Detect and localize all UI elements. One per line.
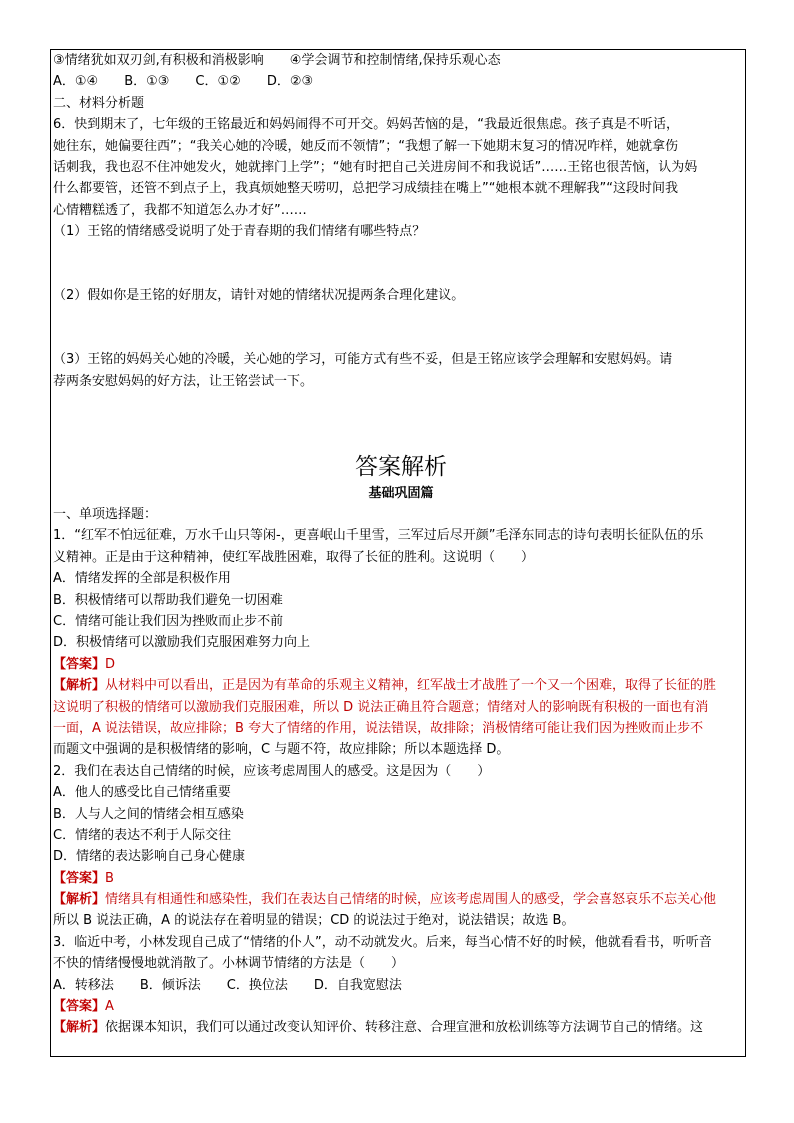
text-line: 心情糟糕透了，我都不知道怎么办才好”……: [53, 202, 307, 218]
question-stem: 义精神。正是由于这种精神，使红军战胜困难，取得了长征的胜利。这说明（ ）: [53, 549, 535, 565]
option-c: C．情绪可能让我们因为挫败而止步不前: [53, 613, 284, 629]
option-d: D．情绪的表达影响自己身心健康: [53, 849, 246, 865]
options-line: A．转移法 B．倾诉法 C．换位法 D．自我宽慰法: [53, 977, 402, 993]
sub-question-1: （1）王铭的情绪感受说明了处于青春期的我们情绪有哪些特点？: [53, 224, 426, 240]
answer-section-title: 答案解析: [355, 454, 447, 481]
option-d: D．积极情绪可以激励我们克服困难努力向上: [53, 635, 311, 651]
analysis-line: [53, 675, 746, 696]
text-line: 话刺我，我也忍不住冲她发火，她就摔门上学”；“她有时把自己关进房间不和我说话”……王铭也很苦恼，认为妈: [53, 159, 698, 175]
answer-options: A．①④ B．①③ C．①② D．②③: [53, 74, 314, 90]
answer-space: [53, 264, 746, 285]
answer-space: [53, 392, 746, 413]
question-3: [53, 932, 746, 1039]
answer-tag: 【答案】: [53, 870, 106, 886]
question-1: [53, 525, 746, 760]
answer-value: B: [105, 870, 114, 886]
answer-space: [53, 243, 746, 264]
answer-line: [53, 996, 746, 1017]
answer-space: [53, 435, 746, 447]
option-a: A．情绪发挥的全部是积极作用: [53, 571, 231, 587]
answer-space: [53, 307, 746, 328]
answer-value: D: [105, 656, 116, 672]
analysis-text: 从材料中可以看出，正是因为有革命的乐观主义精神，红军战士才战胜了一个又一个困难，取得了长征的胜: [105, 678, 717, 694]
answer-section-subtitle: 基础巩固篇: [368, 486, 434, 502]
question-stem: 2．我们在表达自己情绪的时候，应该考虑周围人的感受。这是因为（ ）: [53, 763, 491, 779]
analysis-text: 依据课本知识，我们可以通过改变认知评价、转移注意、合理宣泄和放松训练等方法调节自己的情绪。这: [105, 1020, 704, 1036]
answer-value: A: [105, 999, 114, 1015]
question-2: [53, 761, 746, 932]
question-stem: 1．“红军不怕远征难，万水千山只等闲-，更喜岷山千里雪，三军过后尽开颜”毛泽东同志的诗句表明长征队伍的乐: [53, 528, 704, 544]
sub-question-3-cont: 荐两条安慰妈妈的好方法，让王铭尝试一下。: [53, 373, 314, 389]
analysis-text: 所以 B 说法正确，A 的说法存在着明显的错误；CD 的说法过于绝对，说法错误；故选 B。: [53, 913, 575, 929]
analysis-tag: 【解析】: [53, 678, 106, 694]
option-a: A．他人的感受比自己情绪重要: [53, 785, 231, 801]
answer-line: [53, 654, 746, 675]
document-content: [53, 50, 746, 1039]
analysis-tag: 【解析】: [53, 1020, 106, 1036]
text-line: 她往东，她偏要往西”；“我关心她的冷暖，她反而不领情”；“我想了解一下她期末复习的情况咋样，她就拿伤: [53, 138, 678, 154]
answer-tag: 【答案】: [53, 656, 106, 672]
analysis-line: [53, 1017, 746, 1038]
text-line: 6．快到期末了，七年级的王铭最近和妈妈闹得不可开交。妈妈苦恼的是，“我最近很焦虑。孩子真是不听话，: [53, 117, 680, 133]
analysis-text: 而题文中强调的是积极情绪的影响，C 与题不符，故应排除；所以本题选择 D。: [53, 742, 510, 758]
text-line: 什么都要管，还管不到点子上，我真烦她整天唠叨，总把学习成绩挂在嘴上”“她根本就不理解我”“这段时间我: [53, 181, 678, 197]
option-b: B．人与人之间的情绪会相互感染: [53, 806, 244, 822]
answer-space: [53, 328, 746, 349]
analysis-text: 情绪具有相通性和感染性，我们在表达自己情绪的时候，应该考虑周围人的感受，学会喜怒哀乐不忘关心他: [105, 892, 717, 908]
question-6-text: [53, 114, 746, 221]
question-stem: 3．临近中考，小林发现自己成了“情绪的仆人”，动不动就发火。后来，每当心情不好的时候，他就看看书，听听音: [53, 934, 712, 950]
option-line-3-4: ③情绪犹如双刃剑,有积极和消极影响 ④学会调节和控制情绪,保持乐观心态: [53, 53, 501, 68]
section-heading-choice: 一、单项选择题：: [53, 507, 158, 523]
answer-space: [53, 414, 746, 435]
answer-tag: 【答案】: [53, 999, 106, 1015]
question-stem: 不快的情绪慢慢地就消散了。小林调节情绪的方法是（ ）: [53, 956, 405, 972]
option-c: C．情绪的表达不利于人际交往: [53, 827, 232, 843]
document-frame: [50, 49, 746, 1057]
section-heading-material: 二、材料分析题: [53, 95, 145, 111]
analysis-line: [53, 889, 746, 910]
answer-line: [53, 868, 746, 889]
option-b: B．积极情绪可以帮助我们避免一切困难: [53, 592, 283, 608]
analysis-text: 这说明了积极的情绪可以激励我们克服困难，所以 D 说法正确且符合题意；情绪对人的影响既有积极的一面也有消: [53, 699, 709, 715]
sub-question-3: （3）王铭的妈妈关心她的冷暖，关心她的学习，可能方式有些不妥，但是王铭应该学会理解和安慰妈妈。请: [53, 352, 673, 368]
analysis-text: 一面，A 说法错误，故应排除；B 夸大了情绪的作用，说法错误，故排除；消极情绪可能让我们因为挫败而止步不: [53, 720, 704, 736]
analysis-tag: 【解析】: [53, 892, 106, 908]
sub-question-2: （2）假如你是王铭的好朋友，请针对她的情绪状况提两条合理化建议。: [53, 288, 465, 304]
